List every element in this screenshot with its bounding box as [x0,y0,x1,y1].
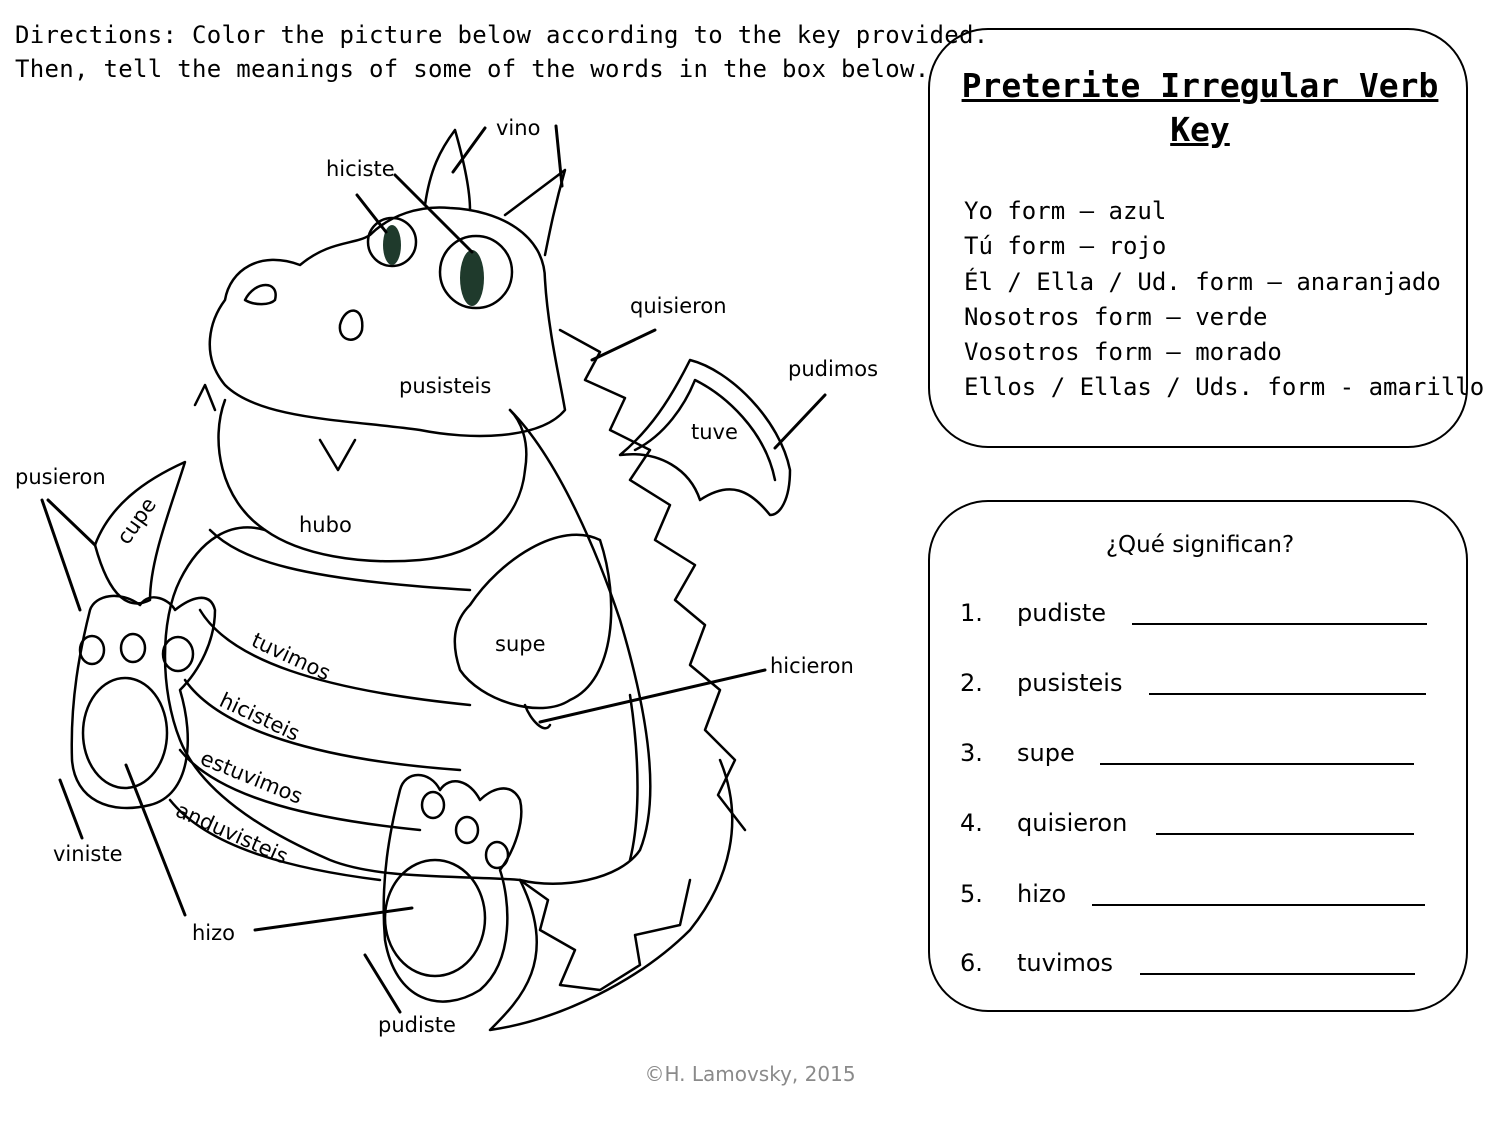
belly-line [630,695,638,860]
question-number: 2. [960,669,983,697]
horn-left [425,130,470,210]
label-hizo: hizo [192,921,236,945]
question-word: quisieron [1017,809,1128,837]
leader-pudimos [775,395,825,448]
leader-pusieron-1 [42,500,80,610]
label-pusieron: pusieron [15,465,106,489]
directions-line-1: Directions: Color the picture below according to the key provided. [15,21,989,49]
answer-line[interactable] [1156,833,1414,835]
tail-spikes [520,880,690,990]
question-number: 1. [960,599,983,627]
key-item-ellos: Ellos / Ellas / Uds. form - amarillo [964,373,1485,402]
label-tuve: tuve [691,420,738,444]
label-pudiste: pudiste [378,1013,456,1037]
leader-vino-1 [453,128,485,172]
label-pusisteis: pusisteis [399,374,492,398]
questions-title: ¿Qué significan? [1105,532,1295,558]
answer-line[interactable] [1132,623,1427,625]
key-title [930,64,1470,152]
nostril-left [245,285,276,304]
label-cupe: cupe [112,493,161,549]
question-word: hizo [1017,880,1067,908]
question-number: 3. [960,739,983,767]
key-item-yo: Yo form – azul [964,197,1167,225]
dragon-tail [490,760,732,1030]
label-quisieron: quisieron [630,294,727,318]
paw-left [72,596,215,808]
label-hicisteis: hicisteis [215,688,304,746]
toe-2 [121,634,145,662]
label-estuvimos: estuvimos [197,746,307,809]
answer-line[interactable] [1092,904,1425,906]
question-word: tuvimos [1017,949,1114,977]
leader-viniste [60,780,82,838]
nostril-right [340,311,362,340]
paw-left-pad [83,678,167,788]
label-hiciste: hiciste [326,157,395,181]
key-item-vosotros: Vosotros form – morado [964,338,1282,367]
foot-right [384,775,522,1002]
key-item-el: Él / Ella / Ud. form – anaranjado [964,267,1441,296]
toe-3 [163,637,193,671]
answer-line[interactable] [1100,763,1414,765]
questions-box [928,500,1468,1012]
answer-line[interactable] [1140,973,1415,975]
key-list [964,194,1484,406]
pupil-right [460,250,484,306]
leader-hizo-2 [255,908,412,930]
back-spikes [560,330,745,830]
label-hicieron: hicieron [770,654,854,678]
dragon-arm [455,535,611,708]
key-item-nosotros: Nosotros form – verde [964,302,1268,331]
leader-pudiste [365,955,400,1012]
answer-line[interactable] [1149,693,1426,695]
leader-hiciste-1 [357,195,386,232]
tooth-1 [195,385,215,410]
question-number: 5. [960,880,983,908]
label-pudimos: pudimos [788,357,879,381]
label-anduvisteis: anduvisteis [172,798,292,869]
label-tuvimos: tuvimos [247,628,335,686]
band-1 [210,530,470,590]
band-2 [200,610,470,705]
question-number: 6. [960,949,983,977]
toe-4 [422,792,444,818]
label-vino: vino [496,116,541,140]
tooth-2 [320,440,355,470]
horn-right [505,170,565,255]
label-supe: supe [495,632,546,656]
question-word: pudiste [1017,599,1107,627]
label-hubo: hubo [299,513,352,537]
key-title-line-1: Preterite Irregular Verb [961,66,1439,105]
key-item-tu: Tú form – rojo [964,232,1167,261]
label-viniste: viniste [53,842,123,866]
toe-1 [80,636,104,664]
toe-5 [456,817,478,843]
leader-quisieron [592,330,655,360]
key-title-line-2: Key [1170,110,1230,149]
question-word: pusisteis [1017,669,1123,697]
question-word: supe [1017,739,1075,767]
directions-line-2: Then, tell the meanings of some of the words in the box below. [15,55,930,83]
leader-hicieron [540,670,765,722]
toe-6 [486,842,508,868]
question-number: 4. [960,809,983,837]
copyright: ©H. Lamovsky, 2015 [644,1062,856,1086]
key-box [928,28,1485,448]
leader-lines [42,126,825,1012]
